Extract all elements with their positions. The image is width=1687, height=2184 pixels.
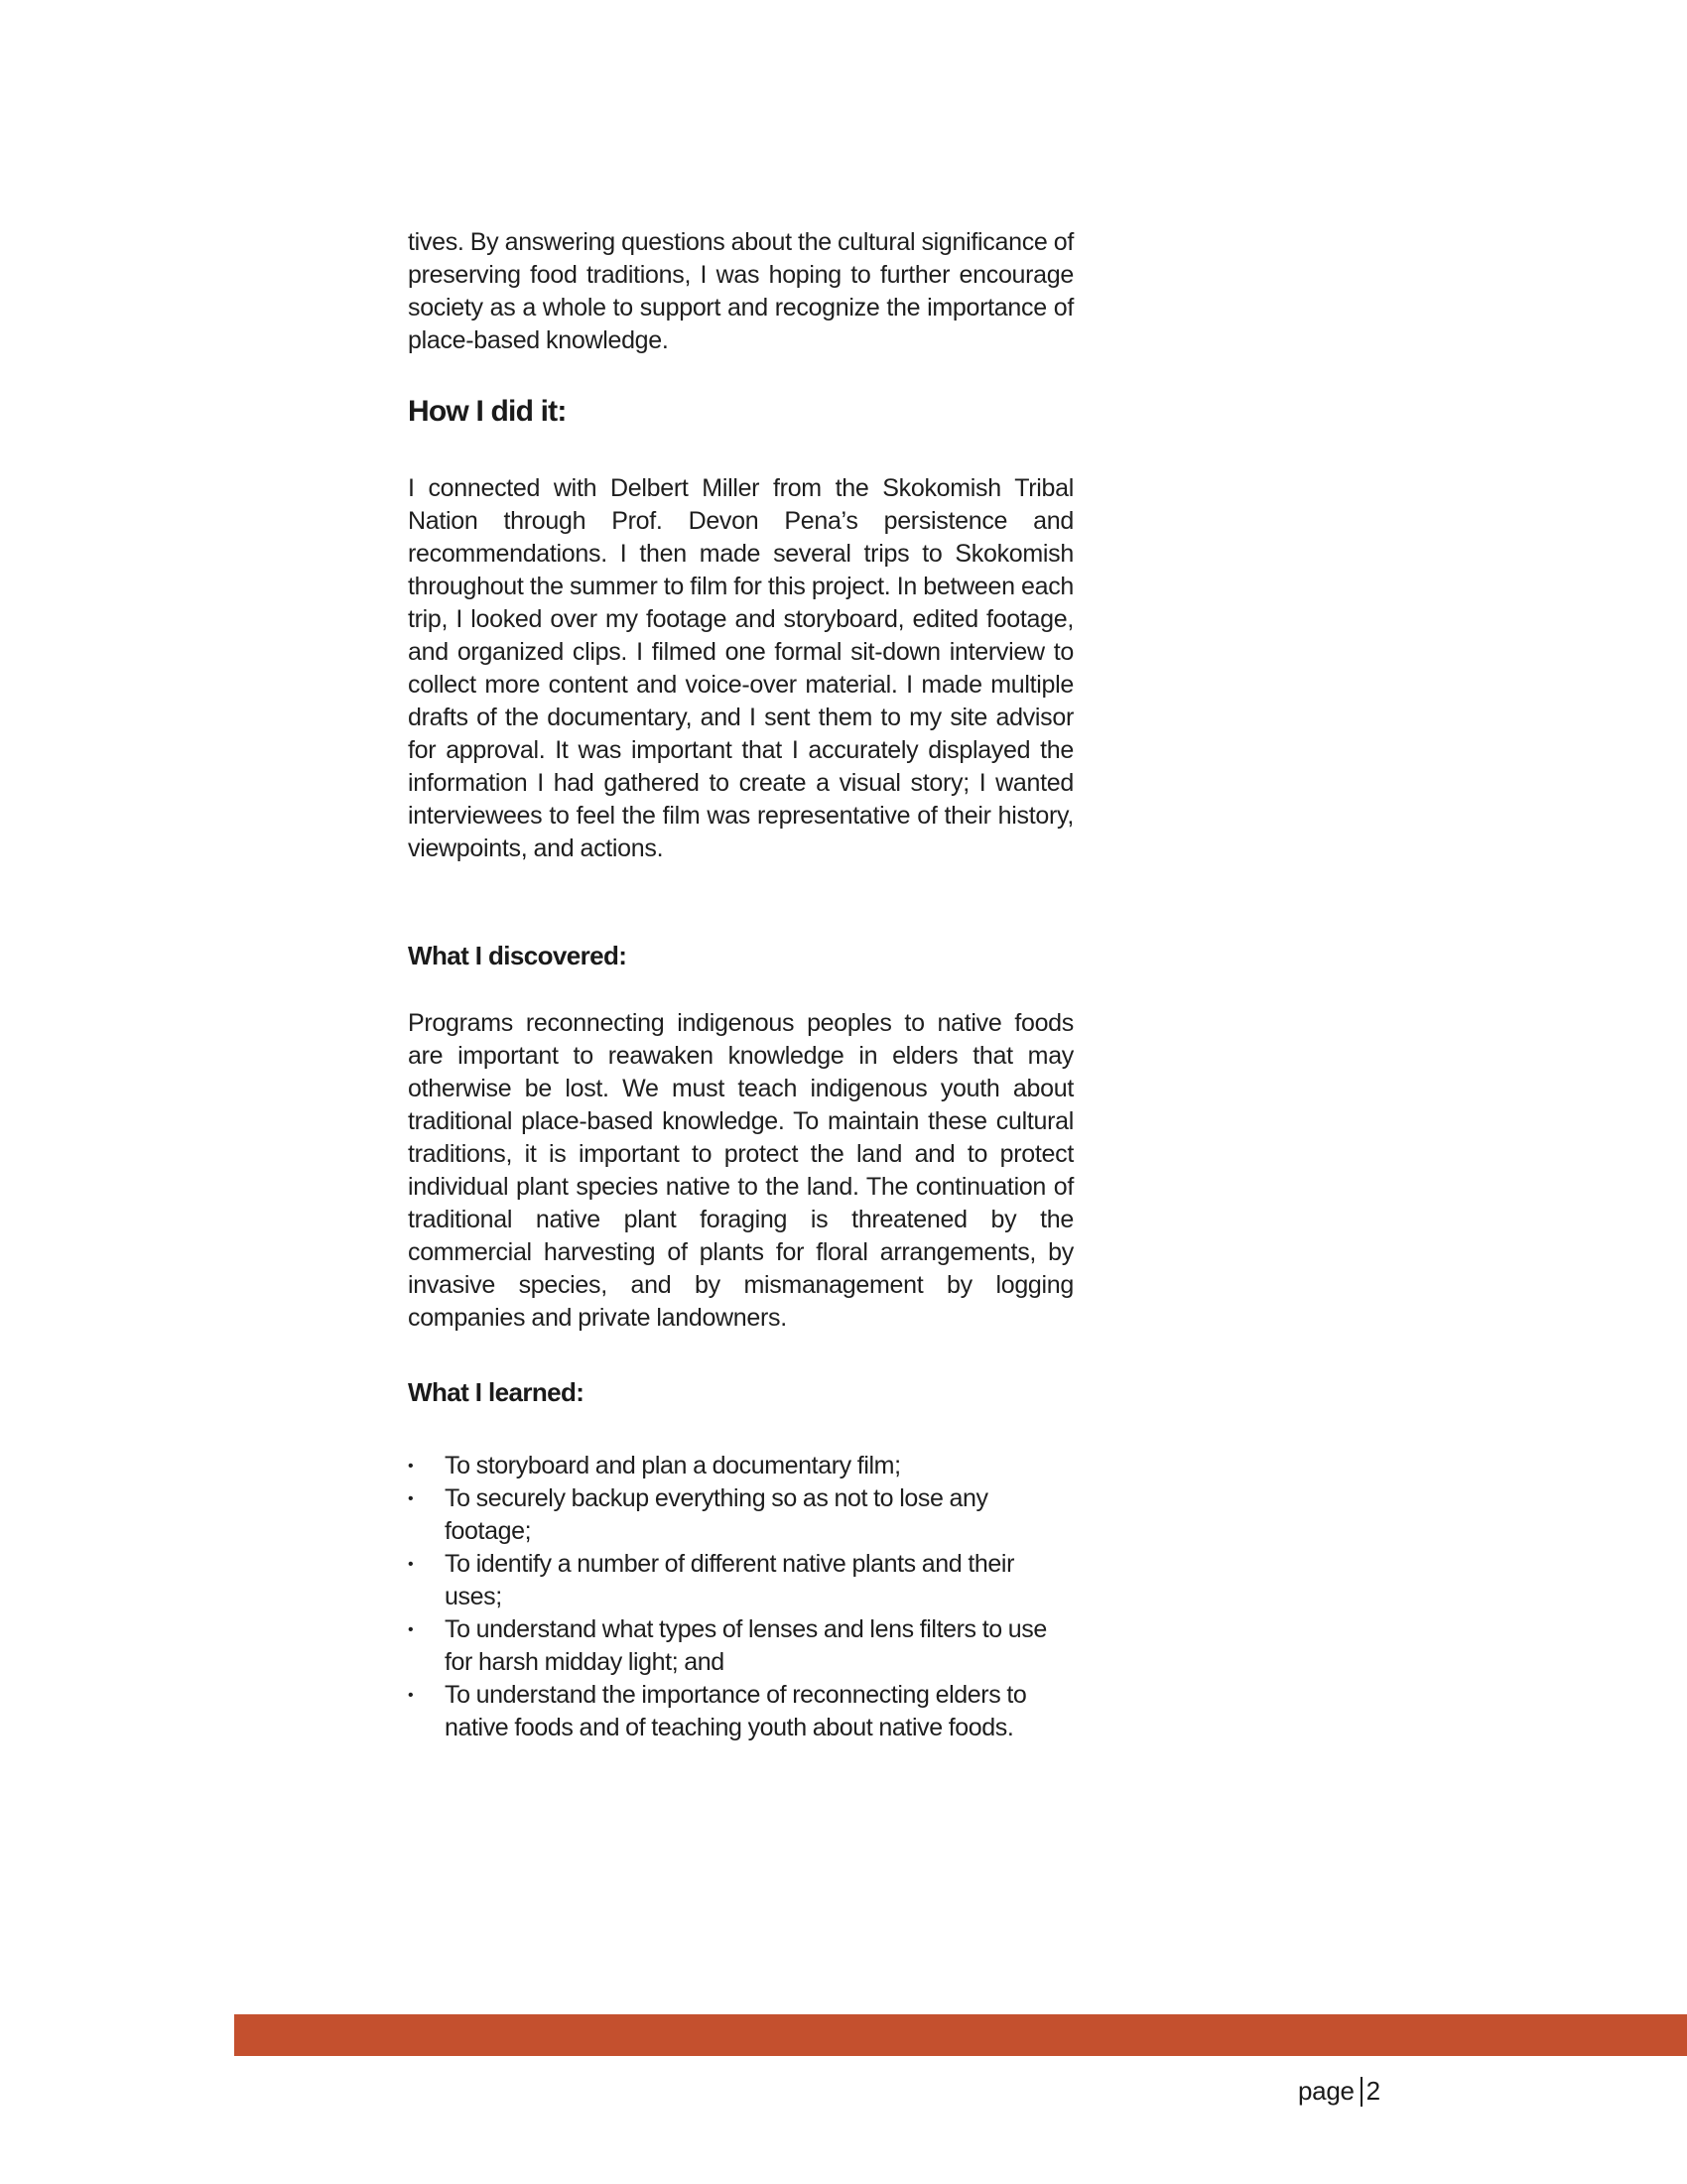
page-label: page	[1298, 2076, 1355, 2106]
list-item	[408, 1679, 1063, 1744]
list-item	[408, 1482, 1063, 1548]
bullet-icon: •	[408, 1490, 414, 1507]
list-item-text: To understand the importance of reconnecting elders to native foods and of teaching youth about native foods.	[445, 1681, 1027, 1741]
bullet-icon: •	[408, 1687, 414, 1704]
list-item	[408, 1548, 1063, 1613]
text-column	[408, 0, 1074, 1985]
section-heading-discovered: What I discovered:	[408, 941, 627, 970]
bullet-icon: •	[408, 1621, 414, 1638]
list-item-text: To securely backup everything so as not to lose any footage;	[445, 1484, 988, 1545]
list-item-text: To identify a number of different native plants and their uses;	[445, 1550, 1014, 1610]
bullet-icon: •	[408, 1556, 414, 1573]
list-item	[408, 1613, 1063, 1679]
learned-list	[408, 1450, 1063, 1744]
page-number	[1298, 2076, 1380, 2107]
page-separator	[1361, 2077, 1363, 2107]
list-item-text: To understand what types of lenses and lens filters to use for harsh midday light; and	[445, 1615, 1047, 1676]
list-item	[408, 1450, 1063, 1482]
page-number-value: 2	[1365, 2076, 1380, 2106]
section-body-discovered: Programs reconnecting indigenous peoples to native foods are important to reawaken knowledge in elders that may otherwise be lost. We must teach indigenous youth about traditional place-based knowledge. To maintain these cultural traditions, it is important to protect the land and to protect individual plant species native to the land. The continuation of traditional native plant foraging is threatened by the commercial harvesting of plants for floral arrangements, by invasive species, and by mismanagement by logging companies and private landowners.	[408, 1009, 1074, 1332]
section-heading-learned: What I learned:	[408, 1377, 584, 1407]
bullet-icon: •	[408, 1458, 414, 1475]
footer-accent-bar	[234, 2014, 1687, 2056]
section-body-how: I connected with Delbert Miller from the Skokomish Tribal Nation through Prof. Devon Pena’s persistence and recommendations. I then made several trips to Skokomish throughout the summer to film for this project. In between each trip, I looked over my footage and storyboard, edited footage, and organized clips. I filmed one formal sit-down interview to collect more content and voice-over material. I made multiple drafts of the documentary, and I sent them to my site advisor for approval. It was important that I accurately displayed the information I had gathered to create a visual story; I wanted interviewees to feel the film was representative of their history, viewpoints, and actions.	[408, 474, 1074, 862]
list-item-text: To storyboard and plan a documentary film;	[445, 1452, 901, 1479]
section-heading-how: How I did it:	[408, 395, 567, 428]
intro-paragraph: tives. By answering questions about the cultural significance of preserving food traditions, I was hoping to further encourage society as a whole to support and recognize the importance of place-based knowledge.	[408, 228, 1074, 354]
